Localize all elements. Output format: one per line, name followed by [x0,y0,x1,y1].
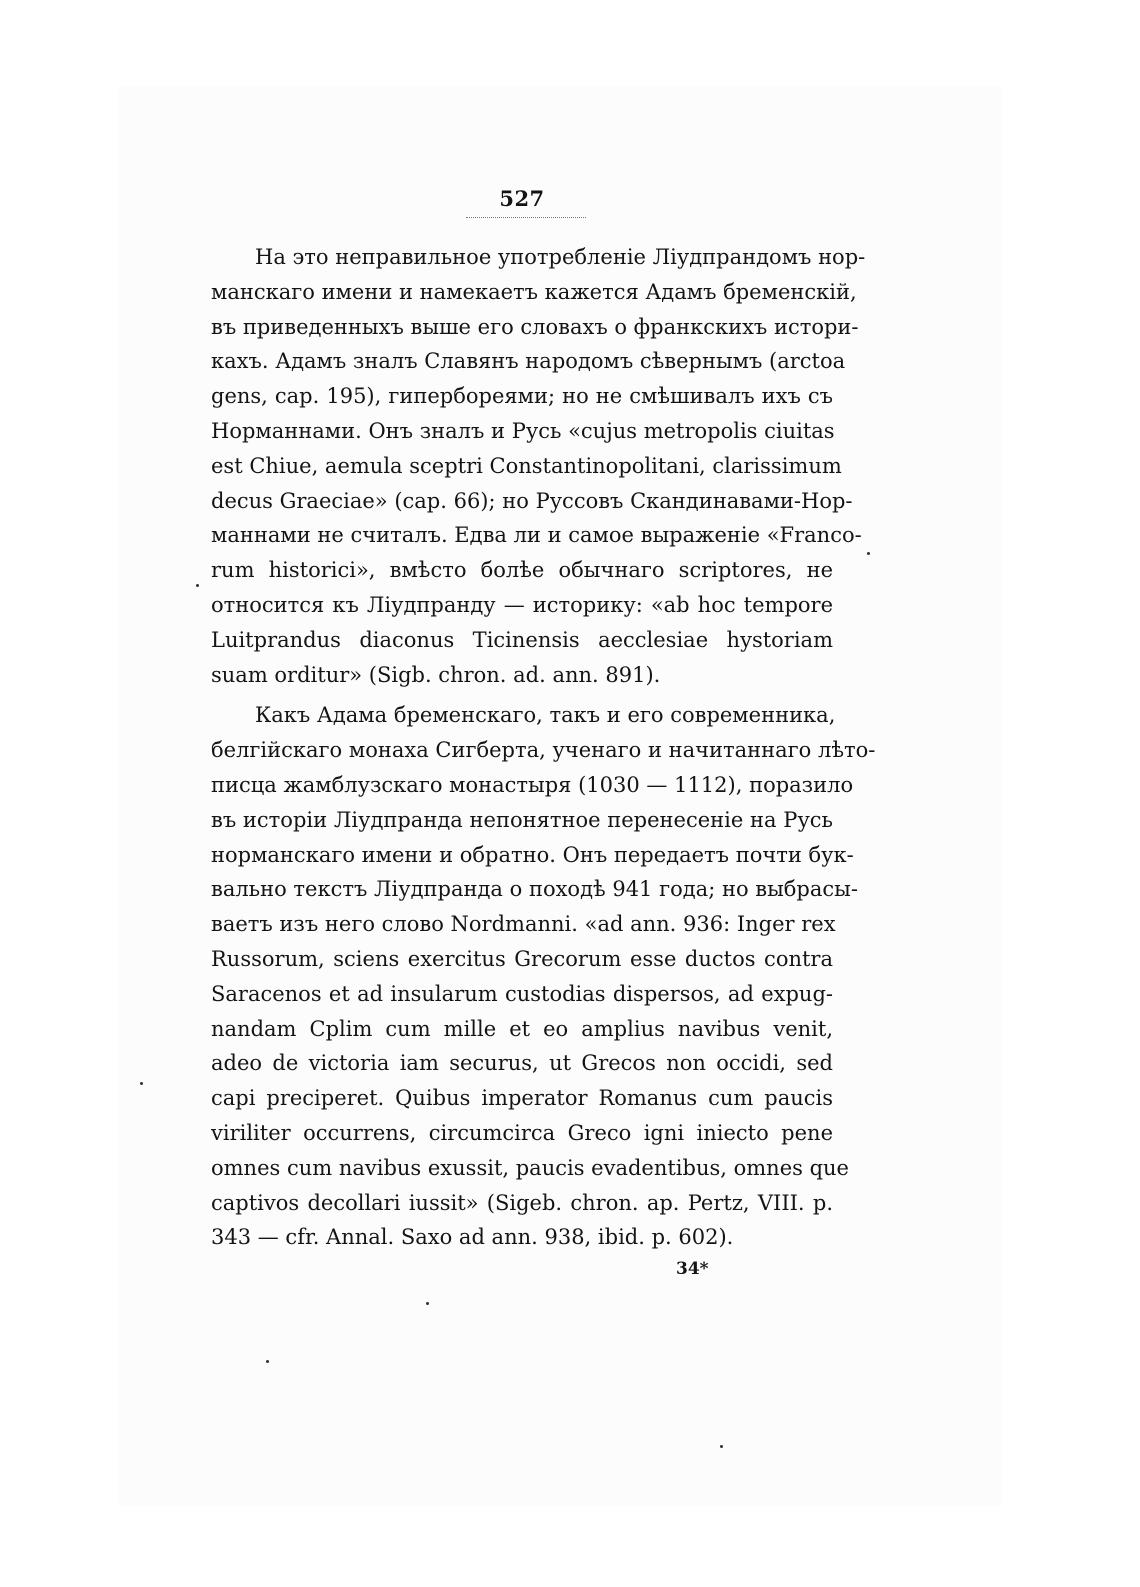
text-line: 343 — cfr. Annal. Saxo ad ann. 938, ibid. p. 602). [211,1225,734,1250]
text-line: вально текстъ Ліудпранда о походѣ 941 года; но выбрасы- [211,877,858,902]
text-line: capi preciperet. Quibus imperator Romanus cum paucis [211,1086,833,1111]
page-number: 527 [499,186,545,211]
text-line: decus Graeciae» (cap. 66); но Руссовъ Скандинавами-Нор- [211,488,853,513]
text-line: писца жамблузскаго монастыря (1030 — 1112), поразило [211,772,854,797]
text-line: adeo de victoria iam securus, ut Grecos non occidi, sed [211,1051,833,1076]
scan-speck [426,1302,429,1305]
paragraph-2 [211,698,876,1255]
text-line: gens, cap. 195), гипербореями; но не смѣшивалъ ихъ съ [211,384,833,409]
text-line: въ исторіи Ліудпранда непонятное перенесеніе на Русь [211,807,833,832]
text-line: omnes cum navibus exussit, paucis evadentibus, omnes que [211,1155,849,1180]
text-line: est Chiue, aemula sceptri Constantinopolitani, clarissimum [211,453,842,478]
text-line: маннами не считалъ. Едва ли и самое выраженіе «Franco- [211,523,862,548]
text-line: На это неправильное употребленіе Ліудпрандомъ нор- [255,245,866,269]
scan-speck [867,552,870,555]
text-line: въ приведенныхъ выше его словахъ о франкскихъ истори- [211,314,859,339]
text-line: nandam Cplim cum mille et eo amplius navibus venit, [211,1016,833,1041]
text-line: кахъ. Адамъ зналъ Славянъ народомъ сѣвернымъ (arctoa [211,349,846,374]
paragraph-1 [211,240,866,692]
text-line: Russorum, sciens exercitus Grecorum esse ductos contra [211,946,833,971]
text-line: ваетъ изъ него слово Nordmanni. «ad ann. 936: Inger rex [211,912,836,937]
text-line: suam orditur» (Sigb. chron. ad. ann. 891). [211,662,661,687]
text-line: белгійскаго монаха Сигберта, ученаго и начитаннаго лѣто- [211,738,876,763]
text-line: норманскаго имени и обратно. Онъ передаетъ почти бук- [211,842,854,867]
scan-speck [720,1445,723,1448]
text-line: Saracenos et ad insularum custodias dispersos, ad expug- [211,981,833,1006]
text-line: Какъ Адама бременскаго, такъ и его современника, [255,703,836,728]
text-line: viriliter occurrens, circumcirca Greco igni iniecto pene [211,1120,833,1145]
text-line: Luitprandus diaconus Ticinensis aecclesiae hystoriam [211,627,833,652]
text-line: captivos decollari iussit» (Sigeb. chron. ap. Pertz, VIII. p. [211,1190,833,1215]
printer-signature: 34* [676,1259,709,1279]
text-line: rum historici», вмѣсто болѣе обычнаго scriptores, не [211,558,833,583]
scan-speck [196,584,199,587]
scan-speck [140,1082,143,1085]
header-ornament [466,217,586,218]
body-text [211,240,876,1255]
text-line: относится къ Ліудпранду — историку: «ab hoc tempore [211,592,833,617]
scan-speck [266,1360,269,1363]
text-line: манскаго имени и намекаетъ кажется Адамъ бременскій, [211,279,857,304]
text-line: Норманнами. Онъ зналъ и Русь «cujus metropolis ciuitas [211,418,835,443]
